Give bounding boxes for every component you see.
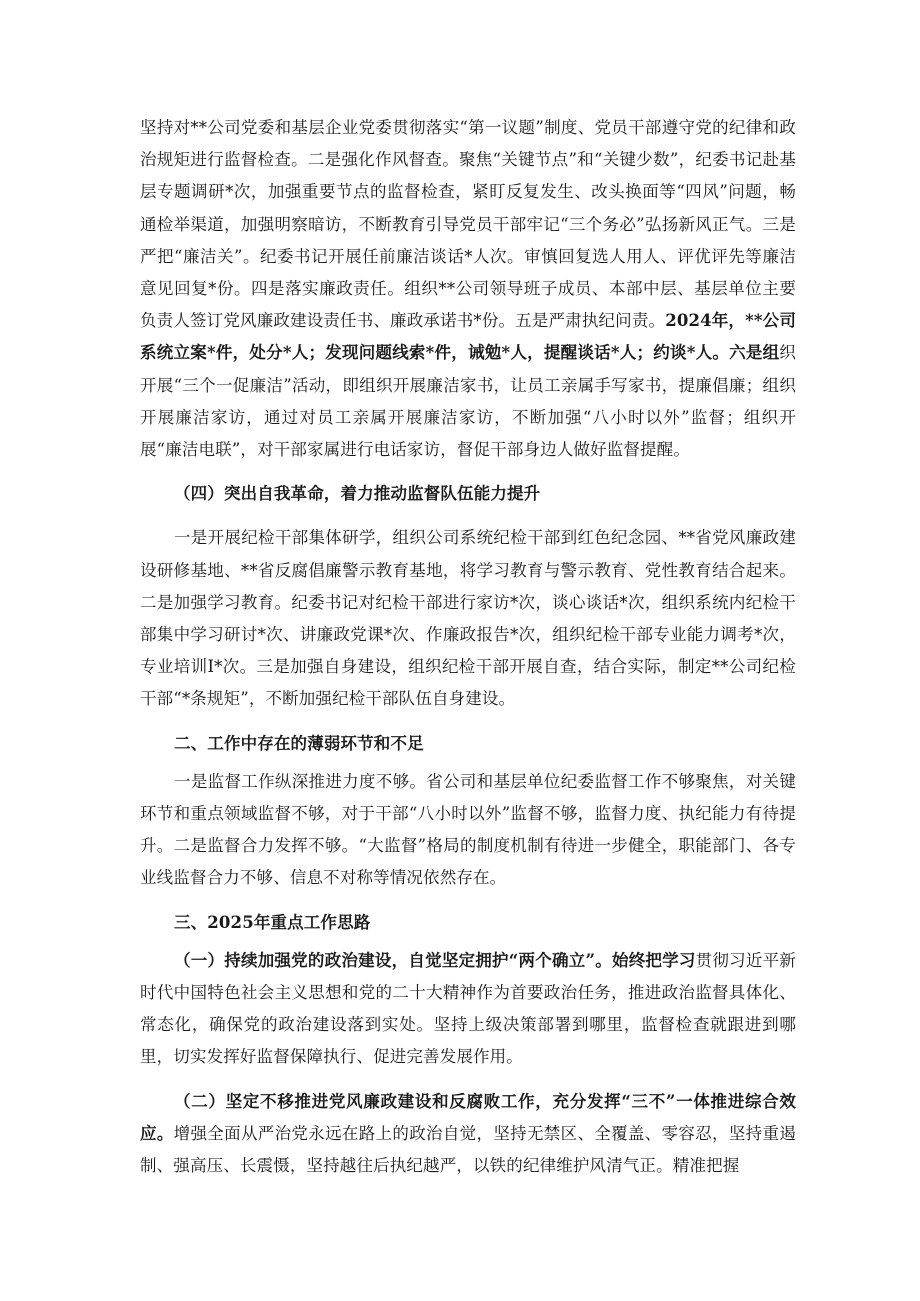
paragraph-team-building: 一是开展纪检干部集体研学，组织公司系统纪检干部到红色纪念园、**省党风廉政建设研修基地、**省反腐倡廉警示教育基地，将学习教育与警示教育、党性教育结合起来。二是加强学习教育。纪委书记对纪检干部进行家访*次，谈心谈话*次，组织系统内纪检干部集中学习研讨*次、讲廉政党课*次、作廉政报告*次，组织纪检干部专业能力调考*次，专业培训I*次。三是加强自身建设，组织纪检干部开展自查，结合实际，制定**公司纪检干部“*条规矩”，不断加强纪检干部队伍自身建设。 — [140, 528, 796, 709]
paragraph-anti-corruption — [140, 1086, 796, 1183]
paragraph-text: 织开展“三个一促廉洁”活动，即组织开展廉洁家书，让员工亲属手写家书，提廉倡廉；组织开展廉洁家访，通过对员工亲属开展廉洁家访，不断加强“八小时以外”监督；组织开展“廉洁电联”，对干部家属进行电话家访，督促干部身边人做好监督提醒。 — [140, 343, 796, 460]
paragraph-text: 坚持对**公司党委和基层企业党委贯彻落实“第一议题”制度、党员干部遵守党的纪律和政治规矩进行监督检查。二是强化作风督查。聚焦“关键节点”和“关键少数”，纪委书记赴基层专题调研*次，加强重要节点的监督检查，紧盯反复发生、改头换面等“四风”问题，畅通检举渠道，加强明察暗访，不断教育引导党员干部牢记“三个务必”弘扬新风正气。三是严把“廉洁关”。纪委书记开展任前廉洁谈话*人次。审慎回复选人用人、评优评先等廉洁意见回复*份。四是落实廉政责任。组织**公司领导班子成员、本部中层、基层单位主要负责人签订党风廉政建设责任书、廉政承诺书*份。五是严肃执纪问责。 — [140, 118, 796, 331]
section-heading-3: 三、2025年重点工作思路 — [174, 912, 371, 932]
subheading-4: （四）突出自我革命，着力推动监督队伍能力提升 — [174, 484, 541, 504]
paragraph-political-building — [140, 945, 796, 1074]
paragraph-text: 增强全面从严治党永远在路上的政治自觉，坚持无禁区、全覆盖、零容忍，坚持重遏制、强高压、长震慑，坚持越往后执纪越严，以铁的纪律维护风清气正。精准把握 — [140, 1123, 796, 1176]
paragraph-bold-text: 2024年，**公司系统立案*件，处分*人；发现问题线索*件，诫勉*人，提醒谈话*人；约谈*人。六是组 — [140, 311, 796, 363]
paragraph-bold-text: （一）持续加强党的政治建设，自觉坚定拥护“两个确立”。始终把学习 — [174, 950, 696, 970]
document-body — [140, 112, 796, 1182]
paragraph-weaknesses: 一是监督工作纵深推进力度不够。省公司和基层单位纪委监督工作不够聚焦，对关键环节和重点领域监督不够，对于干部“八小时以外”监督不够，监督力度、执纪能力有待提升。二是监督合力发挥不够。“大监督”格局的制度机制有待进一步健全，职能部门、各专业线监督合力不够、信息不对称等情况依然存在。 — [140, 771, 796, 888]
paragraph-supervision-continued — [140, 112, 796, 466]
section-heading-2: 二、工作中存在的薄弱环节和不足 — [174, 733, 424, 753]
paragraph-text: 贯彻习近平新时代中国特色社会主义思想和党的二十大精神作为首要政治任务，推进政治监督具体化、常态化，确保党的政治建设落到实处。坚持上级决策部署到哪里，监督检查就跟进到哪里，切实发挥好监督保障执行、促进完善发展作用。 — [140, 950, 797, 1067]
paragraph-bold-text: （二）坚定不移推进党风廉政建设和反腐败工作，充分发挥“三不”一体推进综合效应。 — [140, 1091, 796, 1143]
